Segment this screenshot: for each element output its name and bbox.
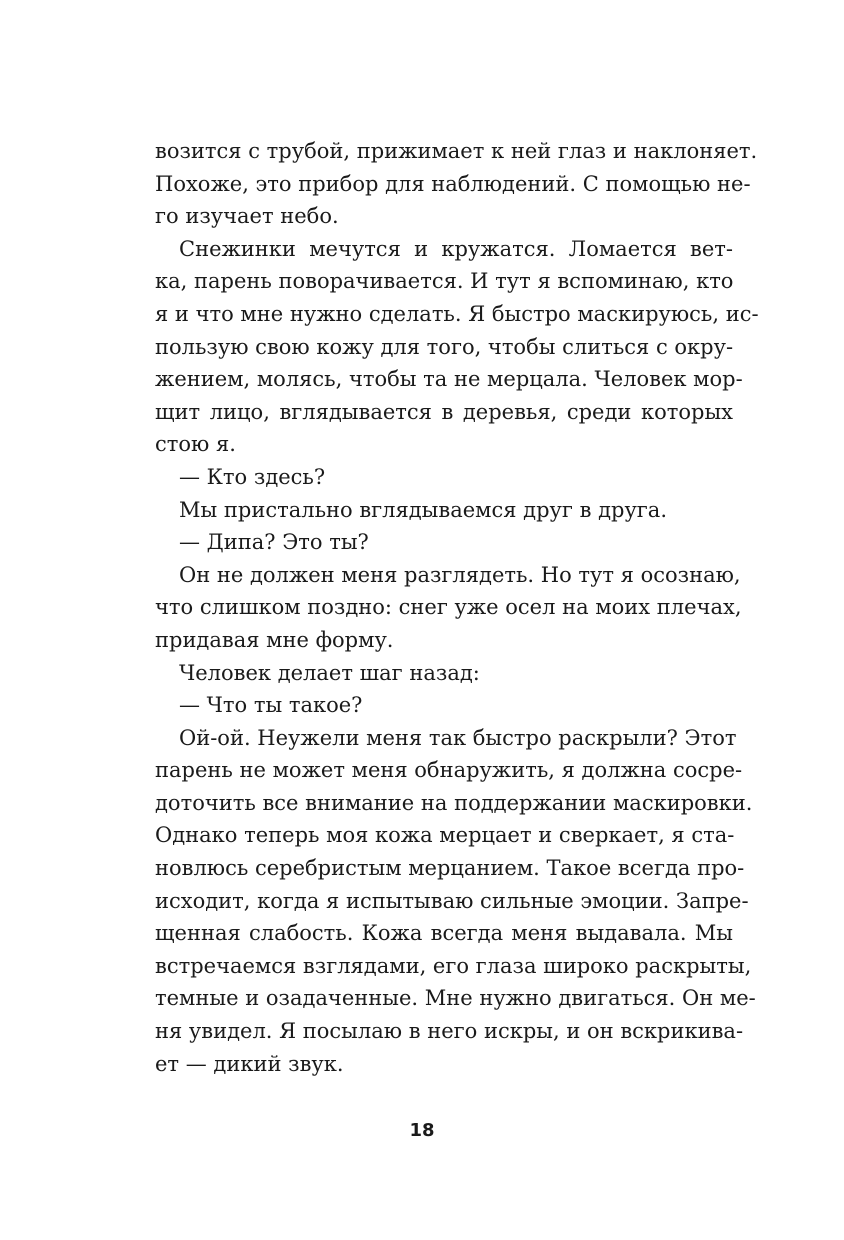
text-line: парень не может меня обнаружить, я должна сосре-: [155, 758, 743, 783]
text-line: доточить все внимание на поддержании маскировки.: [155, 790, 753, 815]
text-line: Однако теперь моя кожа мерцает и сверкает, я ста-: [155, 823, 735, 848]
text-line: Человек делает шаг назад:: [179, 660, 480, 685]
text-line: стою я.: [155, 432, 236, 457]
text-line: го изучает небо.: [155, 204, 339, 229]
text-line: ня увидел. Я посылаю в него искры, и он вскрикива-: [155, 1019, 744, 1044]
text-line: Он не должен меня разглядеть. Но тут я осознаю,: [179, 562, 741, 587]
text-line: исходит, когда я испытываю сильные эмоции. Запре-: [155, 888, 749, 913]
text-line: ка, парень поворачивается. И тут я вспоминаю, кто: [155, 269, 734, 294]
text-line: новлюсь серебристым мерцанием. Такое всегда про-: [155, 856, 745, 881]
text-line: придавая мне форму.: [155, 627, 394, 652]
text-line: щенная слабость. Кожа всегда меня выдавала. Мы: [155, 921, 733, 946]
text-line: Похоже, это прибор для наблюдений. С помощью не-: [155, 171, 751, 196]
text-line: я и что мне нужно сделать. Я быстро маскируюсь, ис-: [155, 301, 759, 326]
dialogue-line: — Что ты такое?: [179, 693, 363, 718]
text-line: щит лицо, вглядывается в деревья, среди которых: [155, 399, 733, 424]
text-line: пользую свою кожу для того, чтобы слиться с окру-: [155, 334, 734, 359]
text-line: Мы пристально вглядываемся друг в друга.: [179, 497, 667, 522]
text-line: Ой-ой. Неужели меня так быстро раскрыли? Этот: [179, 725, 737, 750]
text-line: что слишком поздно: снег уже осел на моих плечах,: [155, 595, 742, 620]
page-number: 18: [409, 1120, 435, 1141]
body-text: [155, 135, 759, 1080]
text-line: встречаемся взглядами, его глаза широко раскрыты,: [155, 953, 752, 978]
dialogue-line: — Дипа? Это ты?: [179, 530, 369, 555]
text-line: ет — дикий звук.: [155, 1051, 344, 1076]
text-line: возится с трубой, прижимает к ней глаз и наклоняет.: [155, 139, 758, 163]
text-line: жением, молясь, чтобы та не мерцала. Человек мор-: [155, 367, 743, 392]
dialogue-line: — Кто здесь?: [179, 464, 326, 489]
text-line: темные и озадаченные. Мне нужно двигаться. Он ме-: [155, 986, 756, 1011]
text-line: Снежинки мечутся и кружатся. Ломается вет-: [179, 236, 733, 261]
